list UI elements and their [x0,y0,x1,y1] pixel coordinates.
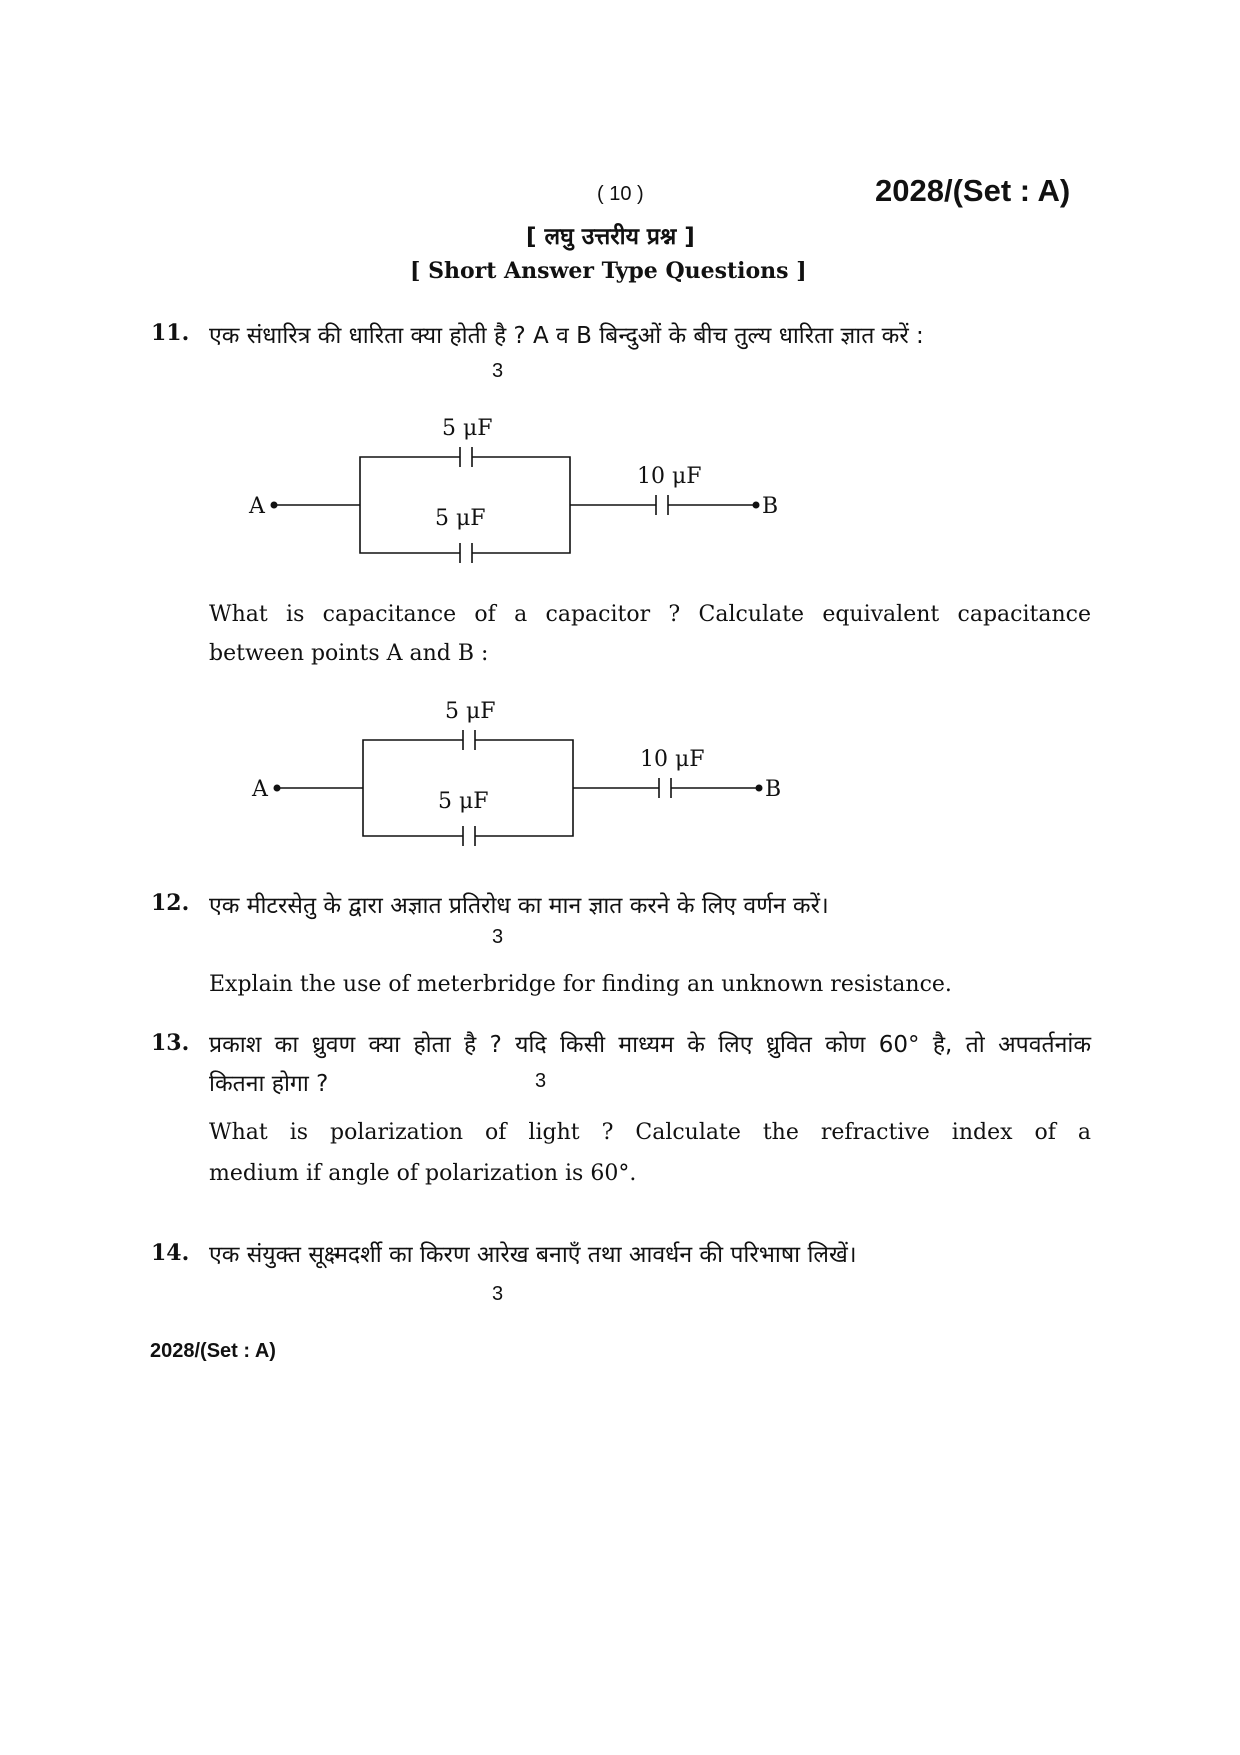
question-hindi-text: एक संधारित्र की धारिता क्या होती है ? A व B बिन्दुओं के बीच तुल्य धारिता ज्ञात करें : [209,323,924,349]
question-english-line-2: between points A and B : [209,641,489,666]
marks: 3 [492,360,504,382]
question-hindi-text: एक संयुक्त सूक्ष्मदर्शी का किरण आरेख बनाएँ तथा आवर्धन की परिभाषा लिखें। [209,1242,857,1268]
question-english-text: Explain the use of meterbridge for finding an unknown resistance. [209,972,952,997]
node-a-label: A [252,777,268,802]
node-b-label: B [762,494,779,519]
question-hindi-line-1: प्रकाश का ध्रुवण क्या होता है ? यदि किसी माध्यम के लिए ध्रुवित कोण 60° है, तो अपवर्तनांक [209,1032,1091,1058]
capacitor-top-label: 5 μF [445,699,496,724]
marks: 3 [535,1070,547,1092]
question-number: 13. [151,1030,190,1056]
marks: 3 [492,926,504,948]
question-english-line-1: What is capacitance of a capacitor ? Calculate equivalent capacitance [209,602,1091,627]
question-english-line-2: medium if angle of polarization is 60°. [209,1161,637,1186]
capacitor-bottom-label: 5 μF [438,789,489,814]
question-number: 12. [151,890,190,916]
question-number: 11. [151,320,190,346]
capacitor-series-label: 10 μF [637,464,702,489]
set-code-header: 2028/(Set : A) [875,173,1071,208]
node-b-label: B [765,777,782,802]
capacitor-circuit-diagram [243,688,803,858]
section-title-hindi: [ लघु उत्तरीय प्रश्न ] [526,224,695,250]
question-number: 14. [151,1240,190,1266]
question-english-line-1: What is polarization of light ? Calculate the refractive index of a [209,1120,1091,1145]
section-title-english: [ Short Answer Type Questions ] [410,258,807,284]
capacitor-circuit-diagram [240,405,800,575]
question-hindi-line-2: कितना होगा ? [209,1071,329,1097]
marks: 3 [492,1283,504,1305]
question-hindi-text: एक मीटरसेतु के द्वारा अज्ञात प्रतिरोध का मान ज्ञात करने के लिए वर्णन करें। [209,893,829,919]
page-number: ( 10 ) [597,183,644,205]
capacitor-bottom-label: 5 μF [435,506,486,531]
node-a-label: A [249,494,265,519]
capacitor-top-label: 5 μF [442,416,493,441]
capacitor-series-label: 10 μF [640,747,705,772]
set-code-footer: 2028/(Set : A) [150,1340,276,1362]
